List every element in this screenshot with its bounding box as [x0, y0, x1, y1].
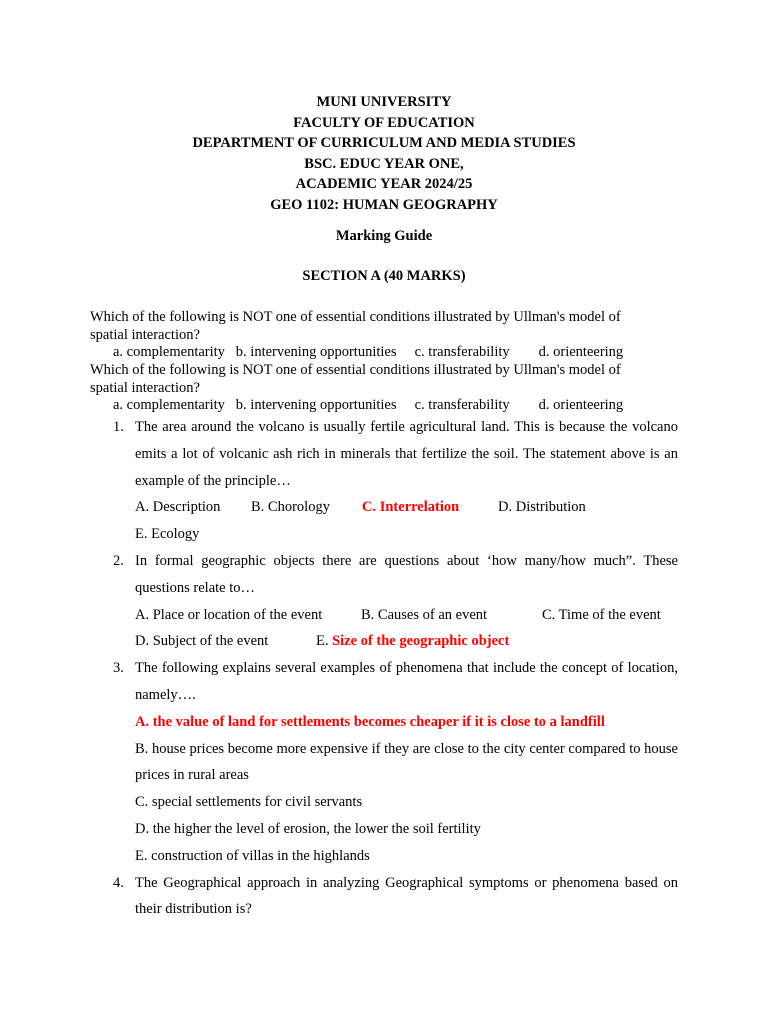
question-number: 4.: [113, 874, 124, 891]
document-header: [0, 92, 768, 216]
pre-question-options: a. complementarity b. intervening opportunities c. transferability d. orienteering: [113, 397, 624, 413]
option-b: B. house prices become more expensive if they are close to the city center compared to house prices in rural areas: [135, 740, 678, 784]
option-d: D. Distribution: [498, 499, 586, 516]
question-2: [90, 548, 678, 602]
question-4: [90, 870, 678, 924]
option-b: B. Chorology: [251, 499, 330, 516]
question-number: 2.: [113, 552, 124, 569]
option-b: B. Causes of an event: [361, 606, 488, 623]
option-a: A. Description: [135, 499, 221, 516]
option-a: A. Place or location of the event: [135, 606, 323, 623]
pre-question-block-repeat: [90, 362, 650, 415]
option-c: C. special settlements for civil servants: [135, 794, 363, 811]
programme-year: BSC. EDUC YEAR ONE,: [304, 155, 464, 172]
option-c: C. Time of the event: [542, 606, 661, 623]
question-text: In formal geographic objects there are questions about ‘how many/how much”. These questions relate to…: [135, 552, 678, 596]
answer-option-a: A. the value of land for settlements becomes cheaper if it is close to a landfill: [135, 713, 605, 730]
marking-guide-title: Marking Guide: [335, 228, 433, 244]
question-1-options: [90, 494, 678, 521]
faculty-name: FACULTY OF EDUCATION: [293, 114, 475, 131]
question-text: The Geographical approach in analyzing Geographical symptoms or phenomena based on their distribution is?: [135, 874, 678, 918]
answer-option-e: Size of the geographic object: [332, 633, 510, 650]
option-e-label: E.: [316, 633, 333, 650]
department-name: DEPARTMENT OF CURRICULUM AND MEDIA STUDIES: [192, 135, 576, 152]
question-number: 3.: [113, 660, 124, 677]
question-text: The area around the volcano is usually fertile agricultural land. This is because the volcano emits a lot of volcanic ash rich in minerals that fertilize the soil. The statement above is an example of the principle…: [135, 419, 678, 489]
pre-question-options: a. complementarity b. intervening opportunities c. transferability d. orienteering: [113, 344, 624, 360]
answer-option-c: C. Interrelation: [362, 499, 460, 516]
pre-question-text: Which of the following is NOT one of essential conditions illustrated by Ullman's model of spatial interaction?: [90, 309, 621, 343]
question-1: [90, 414, 678, 494]
question-text: The following explains several examples of phenomena that include the concept of location, namely….: [135, 660, 678, 703]
option-e: E. Ecology: [135, 526, 200, 543]
question-2-options: [90, 602, 678, 629]
pre-question-text: Which of the following is NOT one of essential conditions illustrated by Ullman's model of spatial interaction?: [90, 362, 621, 396]
question-number: 1.: [113, 419, 124, 435]
academic-year: ACADEMIC YEAR 2024/25: [295, 176, 473, 193]
university-name: MUNI UNIVERSITY: [316, 94, 452, 110]
question-list: [90, 414, 678, 923]
option-d: D. the higher the level of erosion, the lower the soil fertility: [135, 820, 481, 837]
section-heading: SECTION A (40 MARKS): [302, 268, 466, 284]
question-3: [90, 655, 678, 709]
option-d: D. Subject of the event: [135, 633, 269, 650]
option-e: E. construction of villas in the highlands: [135, 847, 370, 864]
question-2-options-row2: [90, 628, 678, 655]
course-title: GEO 1102: HUMAN GEOGRAPHY: [270, 196, 498, 213]
pre-question-block: [90, 309, 650, 362]
